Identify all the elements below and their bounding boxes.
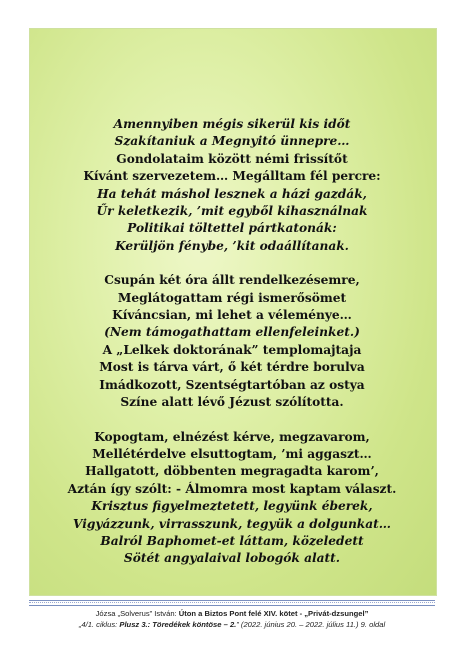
page-footer [29, 608, 435, 630]
footer-divider [29, 600, 435, 606]
poem-line: Kerüljön fénybe, ’kit odaállítanak. [115, 238, 349, 253]
poem-line: Most is tárva várt, ő két térdre borulva [99, 360, 365, 375]
poem-line: Aztán így szólt: - Álmomra most kaptam választ. [67, 481, 397, 496]
footer-cycle-suffix: ” (2022. június 20. – 2022. július 11.) 9. oldal [236, 620, 386, 629]
poem-line: Kívánt szervezetem… Megálltam fél percre: [83, 169, 381, 184]
footer-line-2 [29, 619, 435, 630]
poem-line: Krisztus figyelmeztetett, legyünk éberek, [91, 499, 373, 514]
poem-line: Meglátogattam régi ismerősömet [117, 290, 347, 305]
poem-line: Sötét angyalaival lobogók alatt. [123, 551, 341, 566]
poem-body [29, 116, 435, 585]
poem-line: Kíváncsian, mi lehet a véleménye… [112, 308, 352, 323]
stanza-1 [29, 116, 435, 255]
poem-line: Űr keletkezik, ’mit egyből kihasználnak [96, 204, 368, 219]
poem-line: Hallgatott, döbbenten megragadta karom’, [85, 464, 379, 479]
poem-line: Gondolataim között némi frissítőt [116, 151, 348, 166]
poem-line: Színe alatt lévő Jézust szólította. [120, 395, 344, 410]
footer-line-1 [29, 608, 435, 619]
poem-line: Balról Baphomet-et láttam, közeledett [100, 533, 364, 548]
poem-line: Politikai töltettel pártkatonák: [127, 221, 337, 236]
poem-line: Amennyiben mégis sikerül kis időt [113, 117, 351, 131]
footer-cycle-prefix: „4/1. ciklus: [78, 620, 118, 629]
poem-line: Mellétérdelve elsuttogtam, ’mi aggaszt… [92, 446, 372, 461]
poem-line: Ha tehát máshol lesznek a házi gazdák, [97, 186, 367, 201]
stanza-2 [29, 272, 435, 411]
poem-line: Kopogtam, elnézést kérve, megzavarom, [94, 429, 370, 444]
poem-line: Imádkozott, Szentségtartóban az ostya [99, 377, 365, 392]
footer-author: Józsa „Solverus” István: [95, 609, 177, 618]
footer-book-title: Úton a Biztos Pont felé XIV. kötet - „Privát-dzsungel” [178, 609, 369, 618]
poem-line: Szakítaniuk a Megnyitó ünnepre… [114, 134, 350, 149]
stanza-3 [29, 429, 435, 568]
poem-line: A „Lelkek doktorának” templomajtaja [102, 342, 362, 357]
footer-cycle-title: Plusz 3.: Töredékek köntöse – 2. [119, 620, 237, 629]
poem-line: (Nem támogathattam ellenfeleinket.) [104, 325, 360, 340]
poem-line: Vigyázzunk, virrasszunk, tegyük a dolgunkat… [73, 516, 391, 531]
poem-line: Csupán két óra állt rendelkezésemre, [104, 273, 360, 288]
